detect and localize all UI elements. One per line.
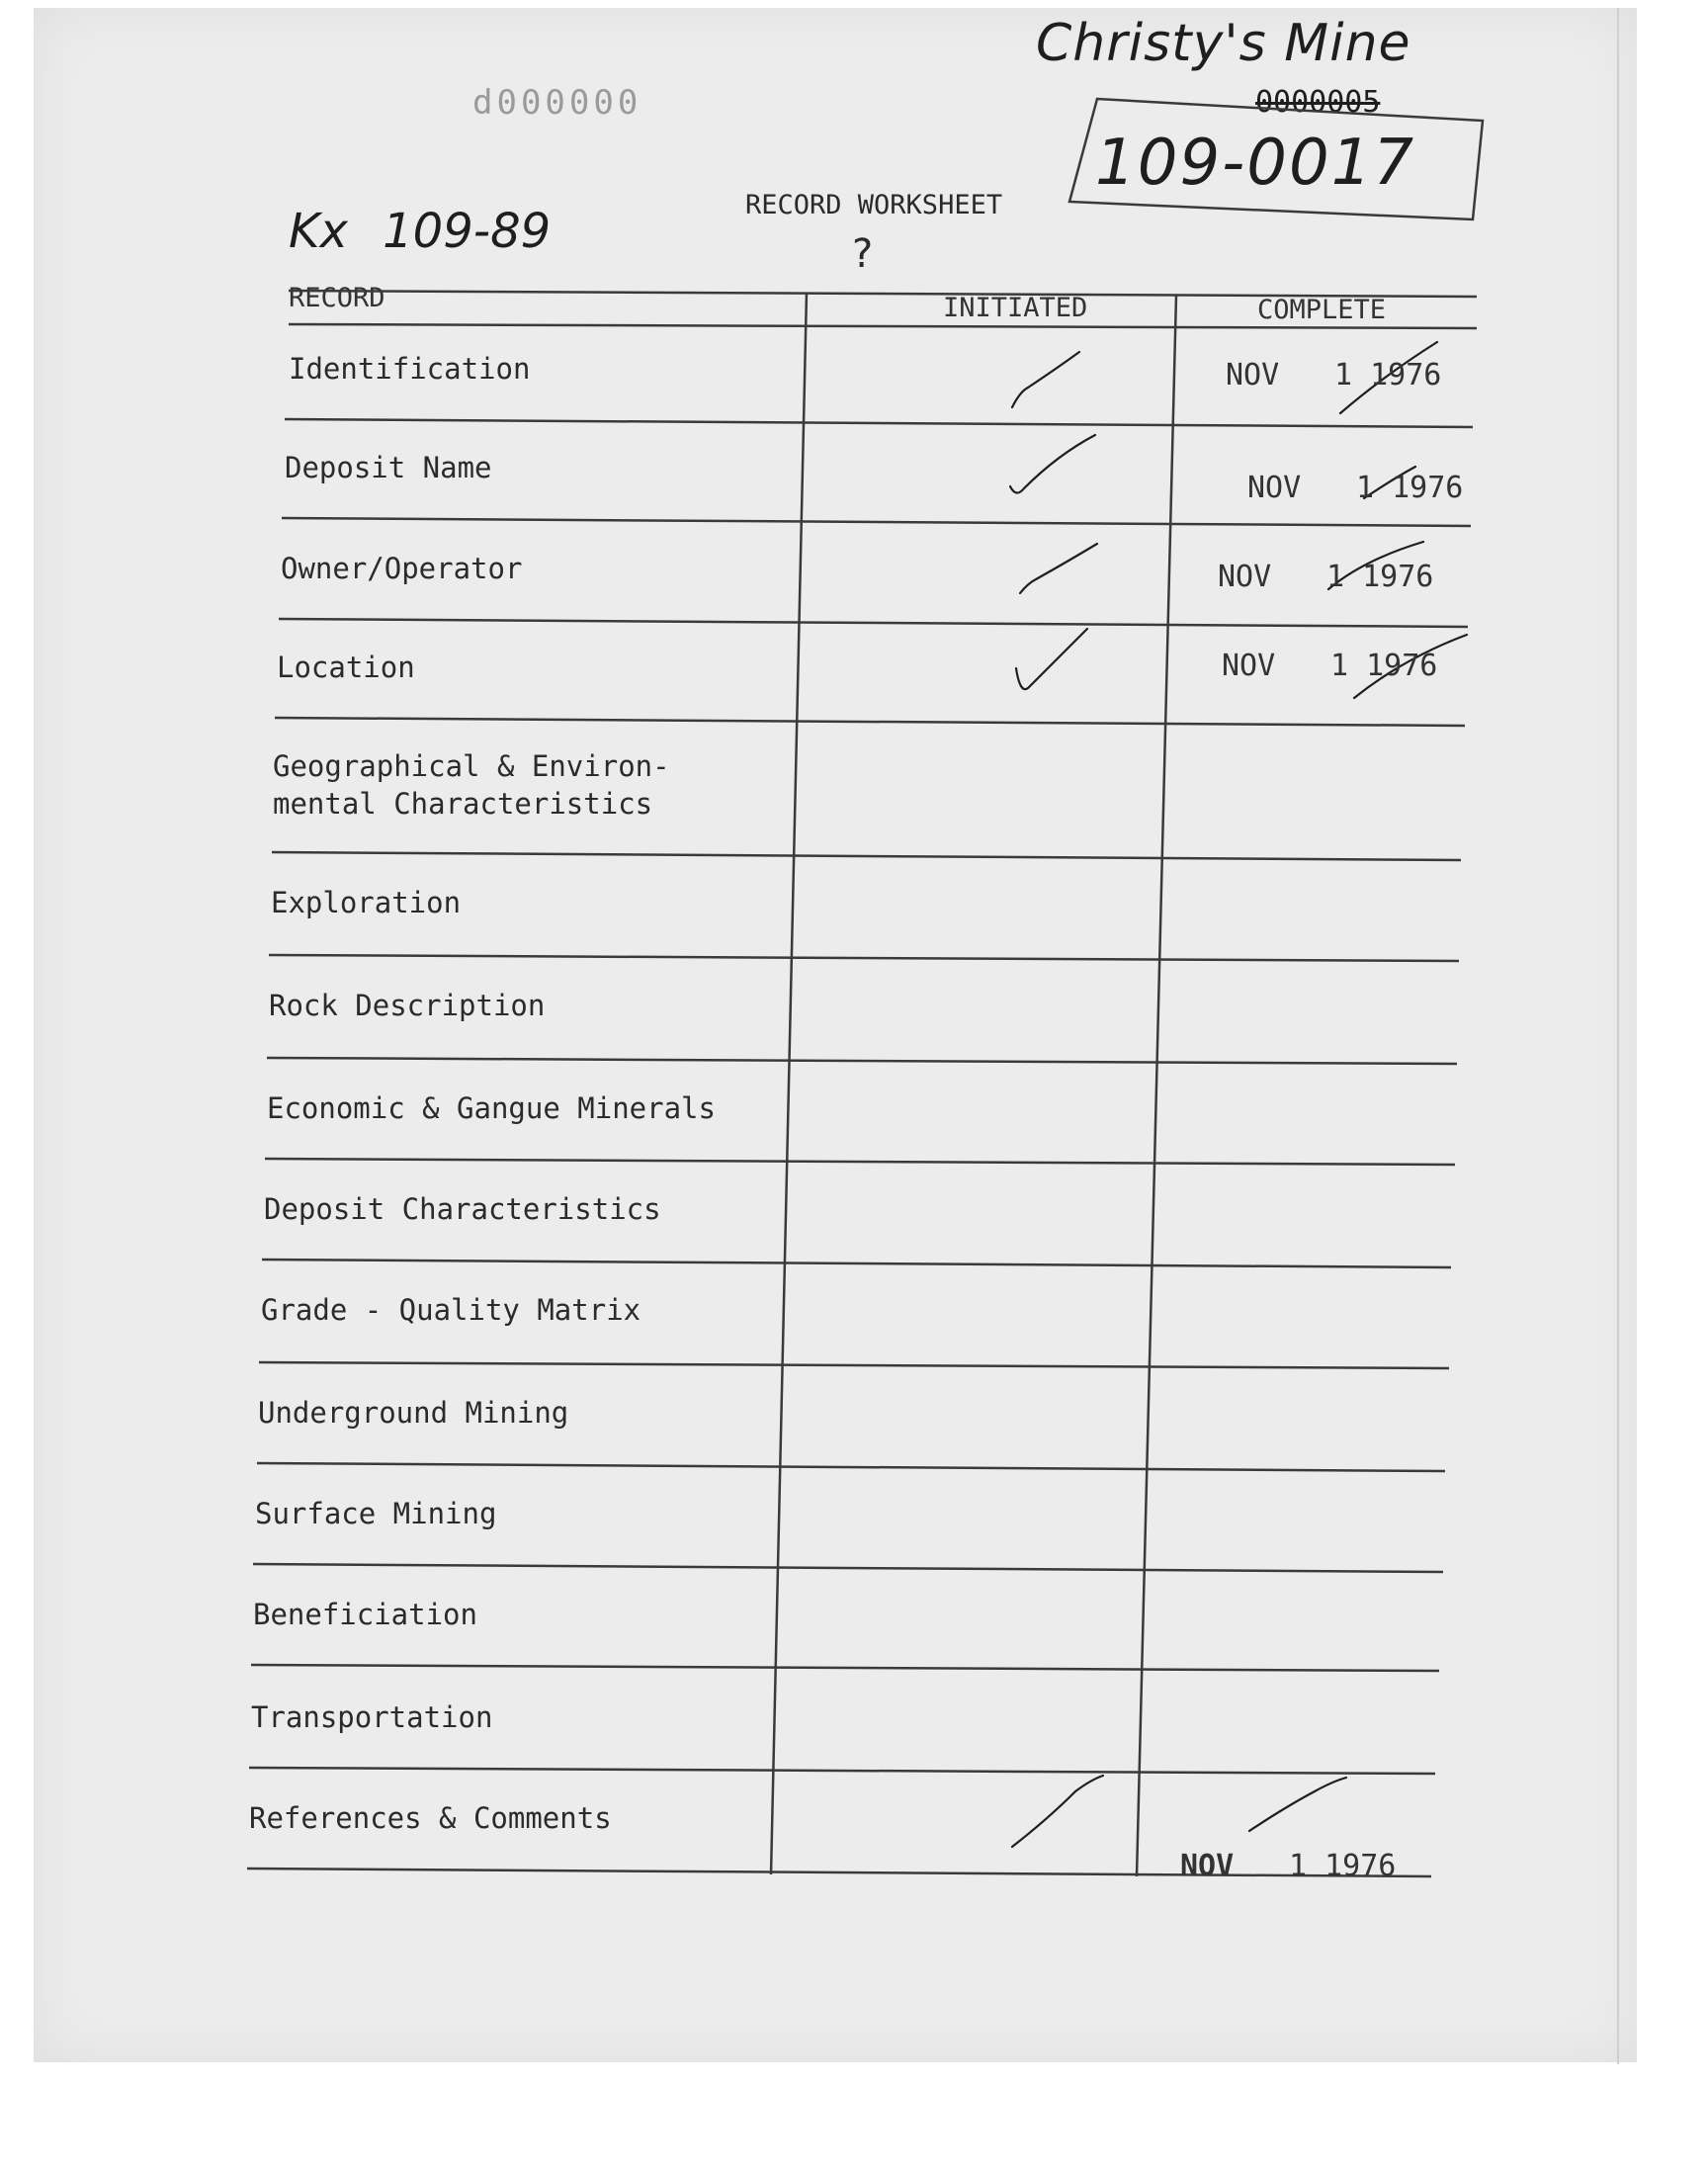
complete-month: NOV	[1222, 649, 1276, 683]
stamp-number: d000000	[472, 83, 642, 123]
row-label-surface-mining: Surface Mining	[255, 1497, 497, 1530]
row-label-geographical: Geographical & Environ- mental Characteristics	[273, 749, 670, 821]
row-label-underground-mining: Underground Mining	[258, 1396, 569, 1430]
row-label-deposit-characteristics: Deposit Characteristics	[264, 1192, 661, 1226]
complete-day-year: 1 1976	[1330, 649, 1438, 683]
row-label-owner-operator: Owner/Operator	[281, 552, 523, 585]
header-record: RECORD	[289, 283, 385, 313]
complete-month: NOV	[1218, 560, 1272, 594]
complete-month: NOV	[1226, 358, 1280, 392]
row-label-deposit-name: Deposit Name	[285, 451, 492, 484]
header-complete: COMPLETE	[1257, 295, 1387, 325]
row-label-location: Location	[277, 651, 415, 684]
row-label-rock-description: Rock Description	[269, 989, 546, 1022]
complete-date-references	[1180, 1849, 1396, 1883]
kx-code-handwritten: Kx 109-89	[289, 204, 552, 259]
row-label-exploration: Exploration	[271, 886, 462, 919]
row-label-grade-quality: Grade - Quality Matrix	[261, 1293, 641, 1327]
row-label-transportation: Transportation	[251, 1700, 493, 1734]
complete-date-deposit-name	[1247, 471, 1463, 505]
complete-day-year: 1 1976	[1326, 560, 1434, 594]
row-label-economic-gangue: Economic & Gangue Minerals	[267, 1091, 716, 1125]
struck-number-handwritten: 0000005	[1255, 85, 1381, 120]
header-initiated: INITIATED	[943, 293, 1088, 323]
title-question-mark: ?	[852, 231, 874, 277]
complete-date-owner-operator	[1218, 560, 1433, 594]
complete-month: NOV	[1247, 471, 1302, 505]
row-label-beneficiation: Beneficiation	[253, 1598, 477, 1631]
page-title: RECORD WORKSHEET	[745, 190, 1003, 220]
complete-day-year: 1 1976	[1356, 471, 1464, 505]
row-label-identification: Identification	[289, 352, 531, 386]
complete-month: NOV	[1180, 1849, 1235, 1883]
mine-name-handwritten: Christy's Mine	[1036, 14, 1411, 73]
boxed-id-handwritten: 109-0017	[1095, 127, 1416, 200]
row-label-references-comments: References & Comments	[249, 1801, 612, 1835]
complete-day-year: 1 1976	[1334, 358, 1442, 392]
complete-date-location	[1222, 649, 1437, 683]
complete-day-year: 1 1976	[1289, 1849, 1397, 1883]
complete-date-identification	[1226, 358, 1441, 392]
